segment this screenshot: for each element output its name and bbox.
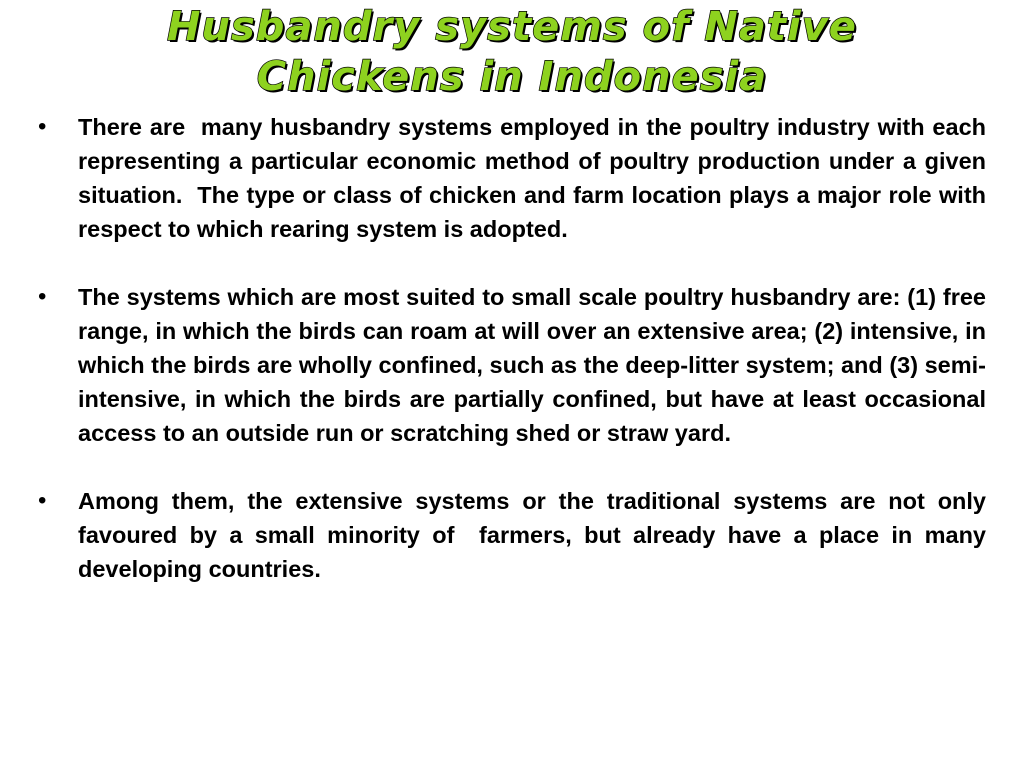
bullet-text: Among them, the extensive systems or the traditional systems are not only favoured by a small minority of farmers, but already have a place in many developing countries. <box>78 488 993 582</box>
bullet-text: There are many husbandry systems employed in the poultry industry with each representing a particular economic method of poultry production under a given situation. The type or class of chicken and farm location plays a major role with respect to which rearing system is adopted. <box>78 114 993 242</box>
bullet-item-3 <box>30 484 993 586</box>
bullet-dot-icon: • <box>38 283 47 310</box>
bullet-text: The systems which are most suited to small scale poultry husbandry are: (1) free range, in which the birds can roam at will over an extensive area; (2) intensive, in which the birds are wholly confined, such as the deep-litter system; and (3) semi-intensive, in which the birds are partially confined, but have at least occasional access to an outside run or scratching shed or straw yard. <box>78 284 993 446</box>
bullet-item-2 <box>30 280 993 450</box>
bullet-dot-icon: • <box>38 487 47 514</box>
slide-title <box>0 2 1024 102</box>
bullet-list <box>30 110 993 620</box>
slide-title-line-2: Chickens in Indonesia <box>256 54 768 100</box>
bullet-dot-icon: • <box>38 113 47 140</box>
slide-title-line-1: Husbandry systems of Native <box>167 4 857 50</box>
bullet-item-1 <box>30 110 993 246</box>
